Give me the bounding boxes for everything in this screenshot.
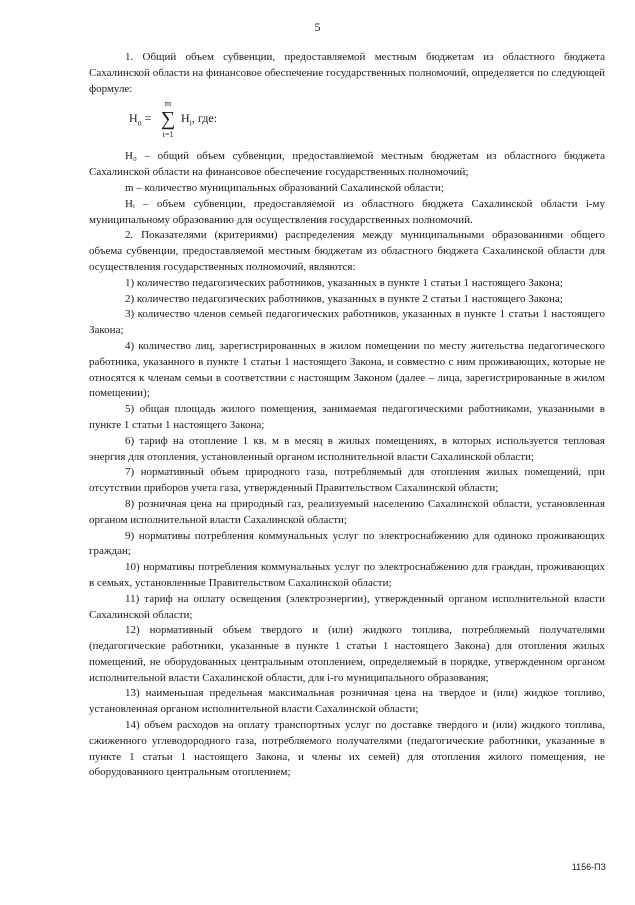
list-item-8: 8) розничная цена на природный газ, реализуемый населению Сахалинской области, установленная органом исполнительной власти Сахалинской области; [89,497,605,526]
formula-lhs: $Н_о$ = [129,111,152,128]
list-item-10: 10) нормативы потребления коммунальных услуг по электроснабжению для граждан, проживающих в семьях, установленные Правительством Сахалинской области; [89,561,605,589]
list-item-9: 9) нормативы потребления коммунальных услуг по электроснабжению для одиноко проживающих граждан; [89,529,605,558]
paragraph-1: 1. Общий объем субвенции, предоставляемой местным бюджетам из областного бюджета Сахалинской области на финансовое обеспечение государственных полномочий, определяется по следующей формуле: [89,51,605,95]
list-item-13: 13) наименьшая предельная максимальная розничная цена на твердое и (или) жидкое топливо, установленная органом исполнительной власти Сахалинской области; [89,687,605,716]
page-number: 5 [314,20,321,34]
list-item-5: 5) общая площадь жилого помещения, занимаемая педагогическими работниками, указанными в пункте 1 статьи 1 настоящего Закона; [89,403,605,431]
definition-hi: Нᵢ – объем субвенции, предоставляемой из областного бюджета Сахалинской области i-му муниципальному образованию для осуществления государственных полномочий. [89,197,605,226]
sum-upper-limit: m [164,99,172,109]
definition-m: m – количество муниципальных образований Сахалинской области; [125,181,444,194]
document-code: 1156-ПЗ [571,862,606,872]
list-item-1: 1) количество педагогических работников, указанных в пункте 1 статьи 1 настоящего Закона; [125,276,563,289]
document-body [89,50,605,781]
sum-formula [89,97,605,149]
list-item-11: 11) тариф на оплату освещения (электроэнергии), утвержденный органом исполнительной власти Сахалинской области; [89,592,605,621]
paragraph-2: 2. Показателями (критериями) распределения между муниципальными образованиями общего объема субвенции, предоставляемой местным бюджетам из областного бюджета Сахалинской области для осуществления государственных полномочий, являются: [89,229,605,273]
list-item-2: 2) количество педагогических работников, указанных в пункте 2 статьи 1 настоящего Закона; [125,292,563,305]
list-item-6: 6) тариф на отопление 1 кв. м в месяц в жилых помещениях, в которых используется тепловая энергия для отопления, установленный органом исполнительной власти Сахалинской области; [89,434,605,463]
list-item-7: 7) нормативный объем природного газа, потребляемый для отопления жилых помещений, при отсутствии приборов учета газа, утвержденный Правительством Сахалинской области; [89,466,605,495]
list-item-14: 14) объем расходов на оплату транспортных услуг по доставке твердого и (или) жидкого топлива, сжиженного углеводородного газа, потребляемого получателями (педагогические работники, указанные в пункте 1 статьи 1 настоящего Закона, и члены их семей) для отопления жилого помещения, не оборудованного центральным отоплением; [89,719,605,779]
list-item-3: 3) количество членов семьей педагогических работников, указанных в пункте 1 статьи 1 настоящего Закона; [89,308,605,337]
sigma-icon: ∑ [160,108,176,131]
sum-symbol [160,99,176,139]
formula-rhs: $Н_i$, где: [181,111,217,128]
list-item-4: 4) количество лиц, зарегистрированных в жилом помещении по месту жительства педагогического работника, указанного в пункте 1 статьи 1 настоящего Закона, и совместно с ним проживающих, которые не относятся к членам семьи в соответствии с настоящим Законом (далее – лица, зарегистрированные в жилом помещении); [89,339,605,400]
sum-lower-limit: i=1 [162,130,174,140]
definition-h0: Н₀ – общий объем субвенции, предоставляемой местным бюджетам из областного бюджета Сахалинской области на финансовое обеспечение государственных полномочий; [89,150,605,179]
list-item-12: 12) нормативный объем твердого и (или) жидкого топлива, потребляемый получателями (педагогические работники, указанные в пункте 1 статьи 1 настоящего Закона) для отопления жилых помещений, не оборудованных центральным отоплением, определяемый в порядке, утвержденном органом исполнительной власти Сахалинской области, для i-го муниципального образования; [89,624,605,684]
